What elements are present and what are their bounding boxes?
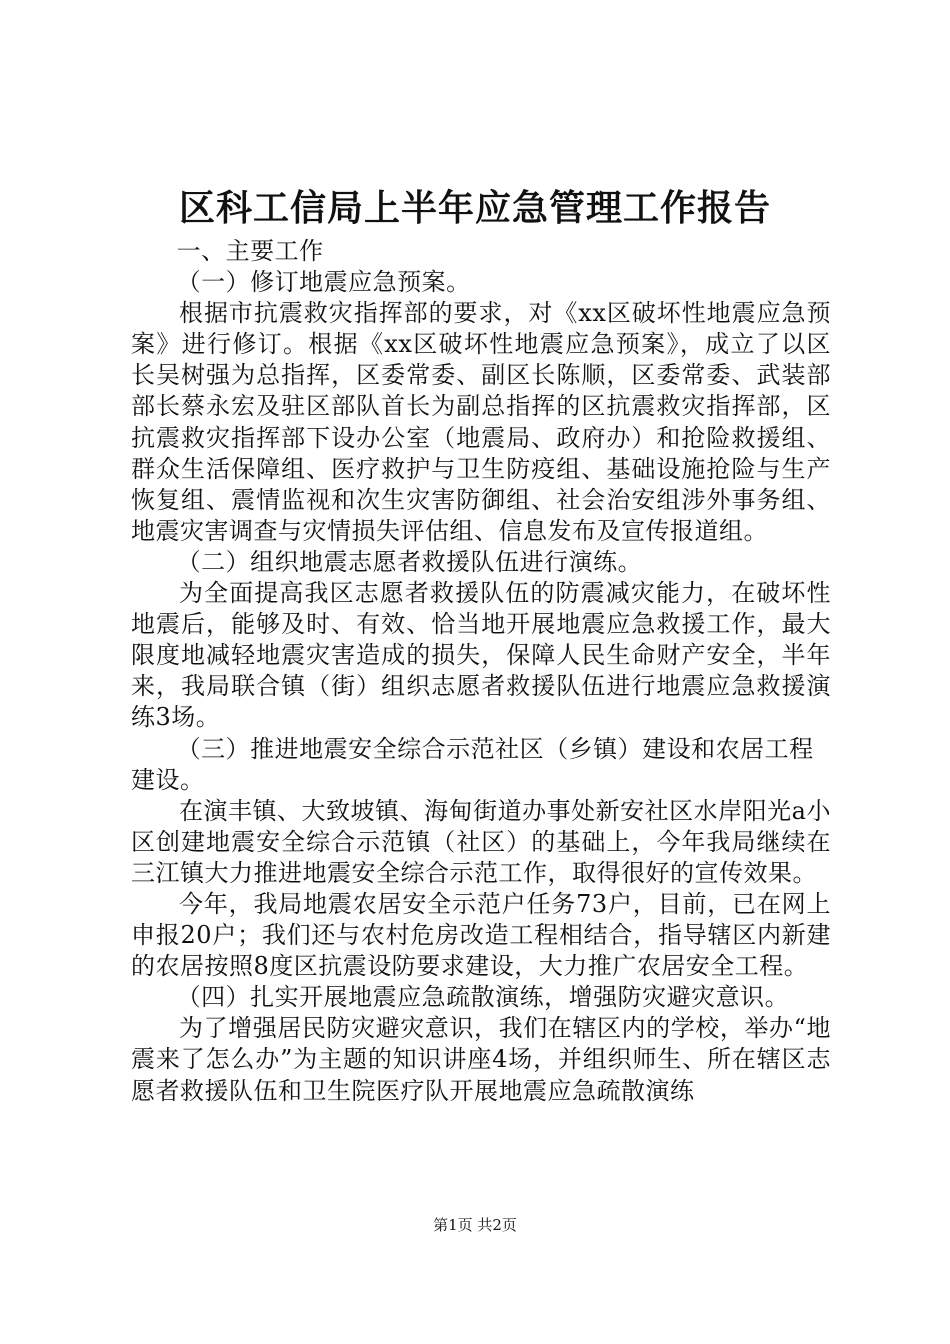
paragraph: 在演丰镇、大致坡镇、海甸街道办事处新安社区水岸阳光a小区创建地震安全综合示范镇（社区）的基础上，今年我局继续在三江镇大力推进地震安全综合示范工作，取得很好的宣传效果。 — [131, 796, 831, 887]
subsection-heading-1: （一）修订地震应急预案。 — [176, 268, 471, 297]
paragraph: 今年，我局地震农居安全示范户任务73户，目前，已在网上申报20户；我们还与农村危房改造工程相结合，指导辖区内新建的农居按照8度区抗震设防要求建设，大力推广农居安全工程。 — [131, 889, 831, 981]
paragraph: 为了增强居民防灾避灾意识，我们在辖区内的学校，举办“地震来了怎么办”为主题的知识讲座4场，并组织师生、所在辖区志愿者救援队伍和卫生院医疗队开展地震应急疏散演练 — [131, 1014, 831, 1105]
document-body — [131, 236, 831, 1107]
subsection-heading-3: （三）推进地震安全综合示范社区（乡镇）建设和农居工程建设。 — [131, 734, 814, 794]
page-number-footer: 第1页 共2页 — [433, 1216, 517, 1234]
paragraph: 为全面提高我区志愿者救援队伍的防震减灾能力，在破坏性地震后，能够及时、有效、恰当地开展地震应急救援工作，最大限度地减轻地震灾害造成的损失，保障人民生命财产安全，半年来，我局联合镇（街）组织志愿者救援队伍进行地震应急救援演练3场。 — [131, 579, 831, 732]
subsection-heading-4: （四）扎实开展地震应急疏散演练，增强防灾避灾意识。 — [176, 983, 790, 1012]
section-heading-main: 一、主要工作 — [176, 237, 324, 265]
document-title: 区科工信局上半年应急管理工作报告 — [178, 187, 771, 229]
paragraph: 根据市抗震救灾指挥部的要求，对《xx区破坏性地震应急预案》进行修订。根据《xx区破坏性地震应急预案》，成立了以区长吴树强为总指挥，区委常委、副区长陈顺，区委常委、武装部部长蔡永宏及驻区部队首长为副总指挥的区抗震救灾指挥部，区抗震救灾指挥部下设办公室（地震局、政府办）和抢险救援组、群众生活保障组、医疗救护与卫生防疫组、基础设施抢险与生产恢复组、震情监视和次生灾害防御组、社会治安组涉外事务组、地震灾害调查与灾情损失评估组、信息发布及宣传报道组。 — [131, 299, 831, 545]
subsection-heading-2: （二）组织地震志愿者救援队伍进行演练。 — [176, 547, 643, 576]
